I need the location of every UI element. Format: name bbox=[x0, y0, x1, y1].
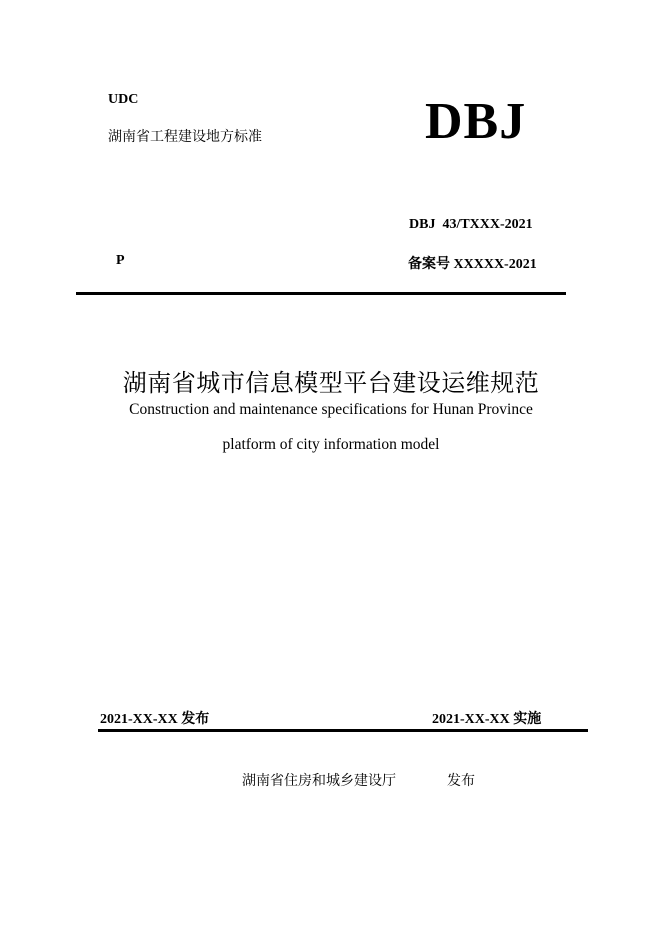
udc-label: UDC bbox=[108, 92, 139, 107]
top-divider bbox=[76, 292, 566, 295]
title-english-line1: Construction and maintenance specifications for Hunan Province bbox=[129, 401, 533, 418]
standard-type: 湖南省工程建设地方标准 bbox=[108, 129, 262, 145]
issuer-name: 湖南省住房和城乡建设厅 bbox=[242, 773, 396, 789]
title-english-line2: platform of city information model bbox=[222, 436, 440, 453]
title-chinese: 湖南省城市信息模型平台建设运维规范 bbox=[122, 369, 540, 397]
issue-date: 2021-XX-XX 发布 bbox=[100, 712, 210, 727]
bottom-divider bbox=[98, 729, 588, 732]
implementation-date: 2021-XX-XX 实施 bbox=[432, 712, 542, 727]
issuer-action: 发布 bbox=[447, 773, 475, 789]
category-label: P bbox=[116, 253, 125, 268]
record-number: 备案号 XXXXX-2021 bbox=[408, 257, 537, 272]
standard-number: DBJ 43/TXXX-2021 bbox=[409, 217, 533, 232]
dbj-logo: DBJ bbox=[425, 93, 527, 150]
